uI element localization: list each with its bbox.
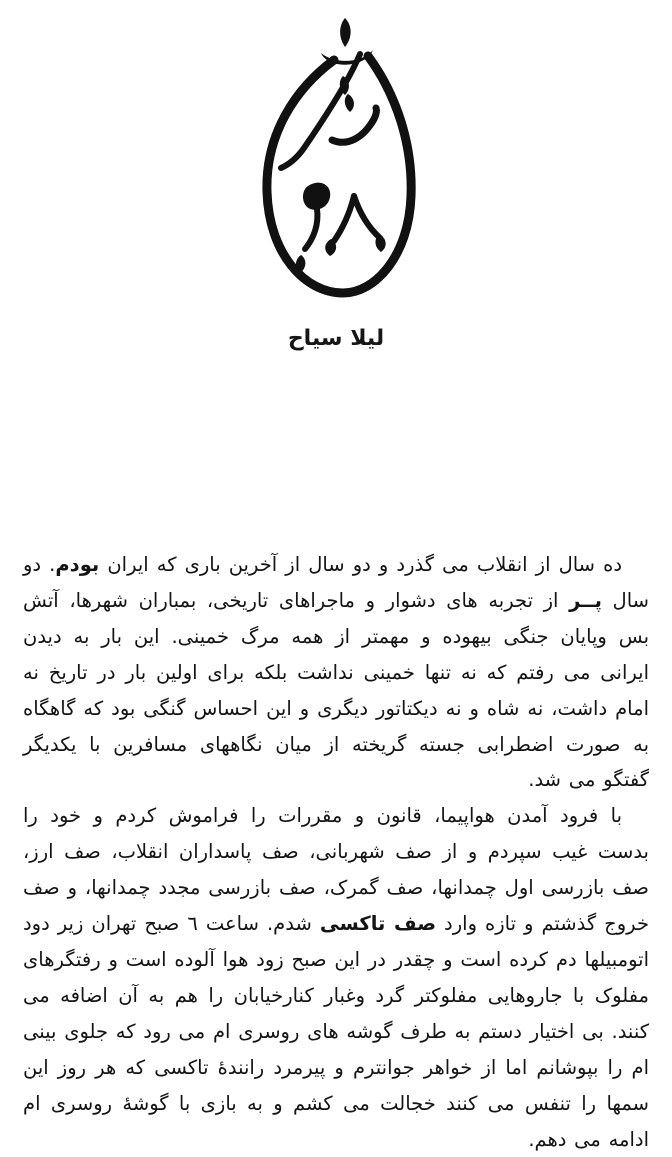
author-name: لیلا سیاح [287,326,385,351]
text-segment: ده سال از انقلاب می گذرد و دو سال از آخرین باری که ایران [99,553,622,576]
text-segment: از تجربه های دشوار و ماجراهای تاریخی، بمباران شهرها، آتش بس وپایان جنگی بیهوده و مهمتر از همه مرگ خمینی. این بار به دیدن ایرانی می رفتم که نه تنها خمینی نداشت بلکه برای اولین بار در تاریخ نه امام داشت، نه شاه و نه دیکتاتور دیگری و این احساس گنگی بود که گاهگاه به صورت اضطرابی جسته گریخته از میان نگاههای مسافرین با یکدیگر گفتگو می شد. [23,588,649,792]
text-segment: با فرود آمدن هواپیما، قانون و مقررات را فراموش کردم و خود را بدست غیب سپردم و از صف شهربانی، صف پاسداران انقلاب، صف ارز، صف بازرسی اول چمدانها، صف گمرک، صف بازرسی مجدد چمدانها، و صف خروج گذشتم و تازه وارد [23,804,649,936]
paragraph [23,798,649,1157]
body-text [23,547,649,1157]
emblem-number-68 [296,183,386,273]
text-segment: شدم. ساعت ٦ صبح تهران زیر دود اتومبیلها دم کرده است و چقدر در این صبح زود هوا آلوده است و رفتگرهای مفلوک با جاروهایی مفلوکتر گرد وغبار کنارخیابان را هم به آن اضافه می کنند. بی اختیار دستم به طرف گوشه های روسری ام می رود که جلوی بینی ام را بپوشانم اما از خواهر جوانترم و پیرمرد رانندهٔ تاکسی که هر روز این سمها را تنفس می کنند خجالت می کشم و به بازی با گوشهٔ روسری ام ادامه می دهم. [23,912,649,1151]
bold-text-segment: بودم [55,553,100,576]
bold-text-segment: پــر [569,588,602,612]
publisher-emblem-icon [243,14,433,316]
emblem-bowl-stroke [332,108,376,142]
bold-text-segment: صف تاکسی [319,912,437,936]
paragraph [23,547,649,798]
text-segment: . دو سال [23,553,649,612]
